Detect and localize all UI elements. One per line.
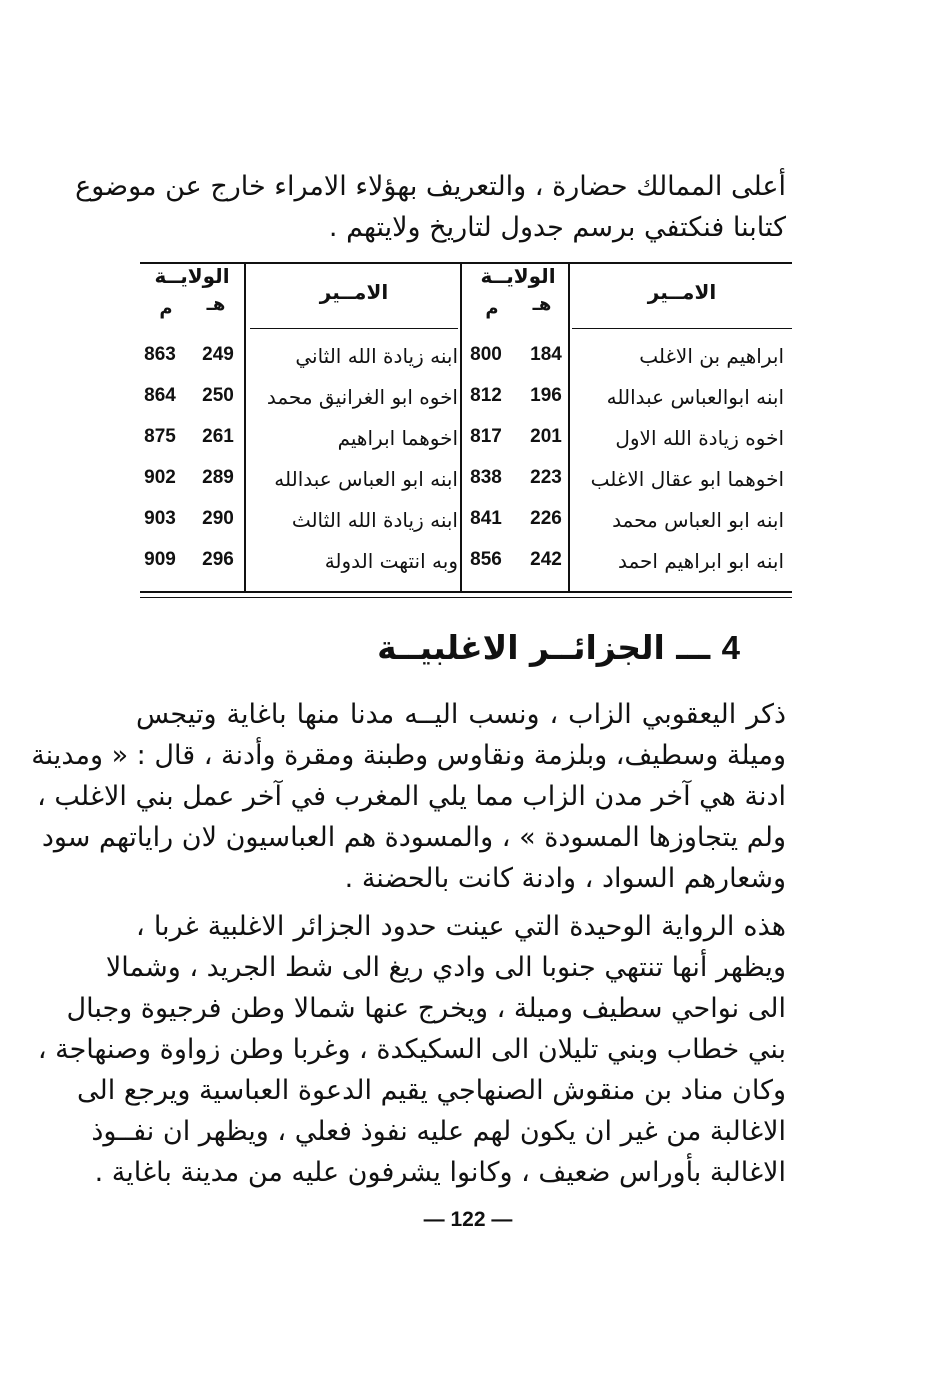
ruler-name: اخوه ابو الغرانيق محمد — [266, 385, 458, 409]
year-hijri: 261 — [202, 426, 234, 447]
section-number: 4 — [721, 629, 740, 666]
paragraph-2 — [37, 906, 786, 1193]
year-hijri: 201 — [530, 426, 562, 447]
text-line: وميلة وسطيف، وبلزمة ونقاوس وطبنة ومقرة وأدنة ، قال : « ومدينة — [31, 740, 786, 771]
header-h: هـ — [532, 294, 552, 315]
year-gregorian: 863 — [144, 344, 176, 365]
year-hijri: 223 — [530, 467, 562, 488]
text-line: الى نواحي سطيف وميلة ، ويخرج عنها شمالا وطن فرجيوة وجبال — [66, 993, 786, 1024]
text-line: بني خطاب وبني تليلان الى السكيكدة ، وغربا وطن زواوة وصنهاجة ، — [37, 1034, 786, 1065]
section-dash: ـــ — [676, 628, 711, 667]
ruler-name: اخوهما ابراهيم — [337, 426, 458, 450]
intro-paragraph — [75, 166, 786, 248]
header-amir: الامــير — [319, 280, 389, 304]
year-hijri: 250 — [202, 385, 234, 406]
text-line: الاغالبة بأوراس ضعيف ، وكانوا يشرفون عليه من مدينة باغاية . — [94, 1157, 786, 1188]
ruler-name: ابنه ابو ابراهيم احمد — [618, 549, 784, 573]
header-underline — [572, 328, 792, 329]
year-hijri: 226 — [530, 508, 562, 529]
year-gregorian: 812 — [470, 385, 502, 406]
header-underline — [250, 328, 458, 329]
text-line: وكان مناد بن منقوش الصنهاجي يقيم الدعوة العباسية ويرجع الى — [77, 1075, 786, 1106]
year-hijri: 296 — [202, 549, 234, 570]
year-hijri: 290 — [202, 508, 234, 529]
year-hijri: 196 — [530, 385, 562, 406]
year-gregorian: 864 — [144, 385, 176, 406]
text-line: أعلى الممالك حضارة ، والتعريف بهؤلاء الامراء خارج عن موضوع — [75, 171, 786, 202]
text-line: وشعارهم السواد ، وادنة كانت بالحضنة . — [344, 863, 786, 894]
text-line: ادنة هي آخر مدن الزاب مما يلي المغرب في آخر عمل بني الاغلب ، — [37, 781, 786, 812]
year-hijri: 289 — [202, 467, 234, 488]
text-line: الاغالبة من غير ان يكون لهم عليه نفوذ فعلي ، ويظهر ان نفــوذ — [91, 1116, 786, 1147]
text-line: كتابنا فنكتفي برسم جدول لتاريخ ولايتهم . — [328, 212, 786, 243]
ruler-name: ابنه ابو العباس عبدالله — [274, 467, 458, 491]
year-hijri: 249 — [202, 344, 234, 365]
table-bottom-rule-2 — [140, 597, 792, 598]
header-amir: الامــير — [647, 280, 717, 304]
text-line: ذكر اليعقوبي الزاب ، ونسب اليــه مدنا منها باغاية وتيجس — [136, 699, 786, 730]
year-hijri: 242 — [530, 549, 562, 570]
header-wilaya: الولايــة — [154, 264, 230, 288]
year-gregorian: 838 — [470, 467, 502, 488]
year-gregorian: 903 — [144, 508, 176, 529]
year-hijri: 184 — [530, 344, 562, 365]
year-gregorian: 817 — [470, 426, 502, 447]
ruler-name: ابنه ابو العباس محمد — [612, 508, 784, 532]
ruler-name: اخوه زيادة الله الاول — [615, 426, 784, 450]
ruler-name: ابنه زيادة الله الثالث — [291, 508, 458, 532]
header-wilaya: الولايــة — [480, 264, 556, 288]
table-bottom-rule — [140, 591, 792, 593]
text-line: هذه الرواية الوحيدة التي عينت حدود الجزائر الاغلبية غربا ، — [136, 911, 786, 942]
header-m: م — [485, 298, 499, 319]
ruler-name: وبه انتهت الدولة — [324, 549, 458, 573]
section-title: الجزائــر الاغلبيــة — [377, 628, 665, 667]
ruler-name: اخوهما ابو عقال الاغلب — [590, 467, 784, 491]
rulers-table — [140, 260, 792, 600]
year-gregorian: 800 — [470, 344, 502, 365]
page-number: — 122 — — [423, 1208, 513, 1231]
ruler-name: ابراهيم بن الاغلب — [639, 344, 784, 368]
section-heading — [377, 628, 740, 667]
header-h: هـ — [206, 294, 226, 315]
text-line: ولم يتجاوزها المسودة » ، والمسودة هم العباسيون لان راياتهم سود — [41, 822, 786, 853]
header-m: م — [159, 298, 173, 319]
column-rule — [244, 264, 246, 592]
year-gregorian: 909 — [144, 549, 176, 570]
year-gregorian: 875 — [144, 426, 176, 447]
year-gregorian: 841 — [470, 508, 502, 529]
year-gregorian: 856 — [470, 549, 502, 570]
text-line: ويظهر أنها تنتهي جنوبا الى وادي ريغ الى شط الجريد ، وشمالا — [105, 952, 786, 983]
ruler-name: ابنه زيادة الله الثاني — [295, 344, 458, 368]
ruler-name: ابنه ابوالعباس عبدالله — [606, 385, 784, 409]
paragraph-1 — [31, 694, 786, 899]
year-gregorian: 902 — [144, 467, 176, 488]
